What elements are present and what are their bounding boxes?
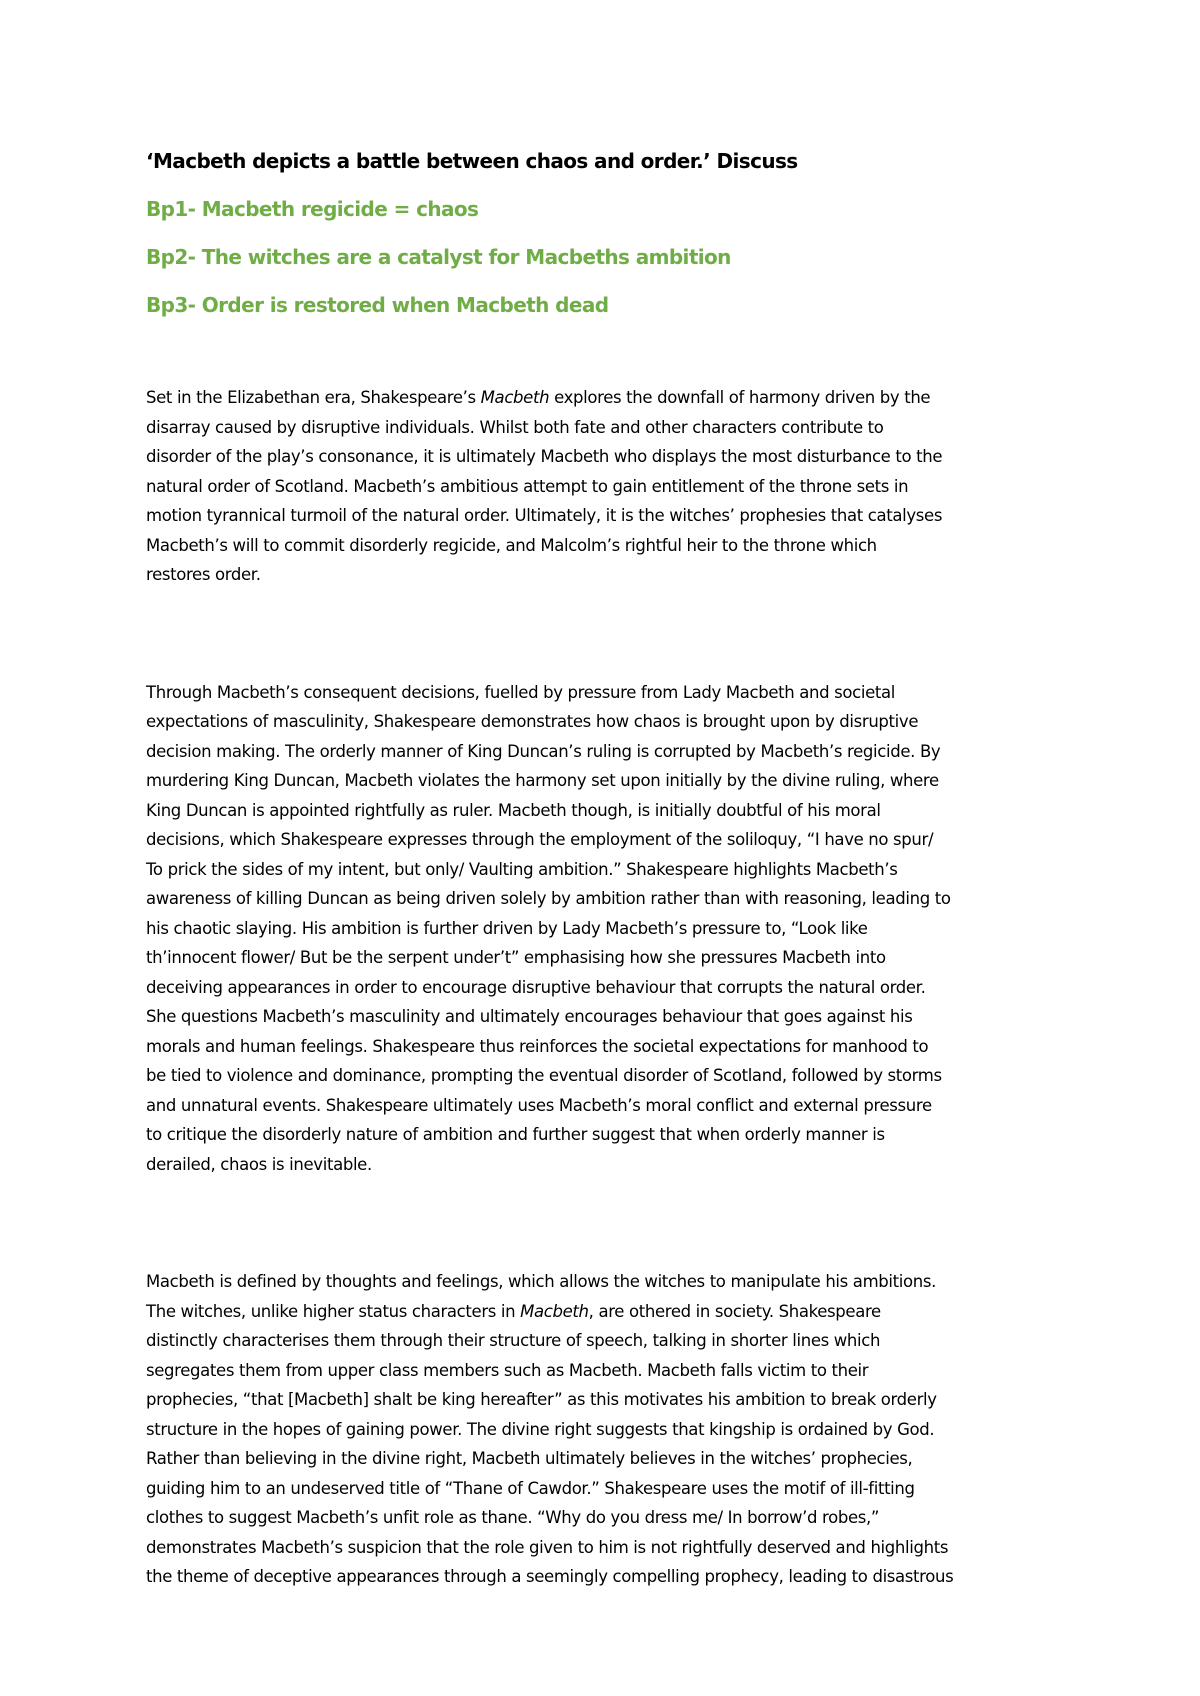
text-line — [146, 442, 1068, 472]
text-run: Macbeth is defined by thoughts and feelings, which allows the witches to manipulate his ambitions. — [146, 1272, 936, 1291]
text-run: structure in the hopes of gaining power. The divine right suggests that kingship is ordained by God. — [146, 1419, 935, 1439]
text-line — [146, 943, 1068, 973]
text-line — [146, 1032, 1068, 1062]
text-run: Through Macbeth’s consequent decisions, fuelled by pressure from Lady Macbeth and societal — [146, 682, 896, 702]
text-run: King Duncan is appointed rightfully as ruler. Macbeth though, is initially doubtful of his moral — [146, 800, 881, 820]
text-run: his chaotic slaying. His ambition is further driven by Lady Macbeth’s pressure to, “Look like — [146, 918, 868, 938]
text-run: Set in the Elizabethan era, Shakespeare’s — [146, 388, 481, 407]
text-line — [146, 825, 1068, 855]
text-run: the theme of deceptive appearances through a seemingly compelling prophecy, leading to disastrous — [146, 1567, 954, 1586]
text-line — [146, 796, 1068, 826]
bullet-point-2: Bp2- The witches are a catalyst for Macbeths ambition — [146, 245, 731, 269]
text-run: motion tyrannical turmoil of the natural order. Ultimately, it is the witches’ prophesies that catalyses — [146, 506, 943, 525]
text-line — [146, 1474, 1068, 1504]
text-run: awareness of killing Duncan as being driven solely by ambition rather than with reasoning, leading to — [146, 889, 951, 908]
text-run: demonstrates Macbeth’s suspicion that the role given to him is not rightfully deserved and highlights — [146, 1537, 949, 1557]
text-line — [146, 531, 1068, 561]
text-line — [146, 914, 1068, 944]
text-run: clothes to suggest Macbeth’s unfit role as thane. “Why do you dress me/ In borrow’d robes,” — [146, 1508, 880, 1527]
italic-title-text: Macbeth — [520, 1301, 589, 1321]
text-run: , are othered in society. Shakespeare — [588, 1301, 881, 1321]
essay-body — [146, 383, 1068, 1592]
text-line — [146, 678, 1068, 708]
text-line — [146, 501, 1068, 531]
spacer — [146, 337, 1068, 383]
text-line — [146, 383, 1068, 413]
text-line — [146, 413, 1068, 443]
text-line — [146, 1415, 1068, 1445]
text-line — [146, 1091, 1068, 1121]
text-run: disarray caused by disruptive individuals. Whilst both fate and other characters contribute to — [146, 417, 884, 437]
text-run: prophecies, “that [Macbeth] shalt be king hereafter” as this motivates his ambition to break orderly — [146, 1390, 937, 1409]
text-line — [146, 1267, 1068, 1297]
text-run: to critique the disorderly nature of ambition and further suggest that when orderly manner is — [146, 1125, 885, 1144]
text-run: th’innocent flower/ But be the serpent under’t” emphasising how she pressures Macbeth into — [146, 948, 886, 967]
text-line — [146, 1002, 1068, 1032]
text-run: murdering King Duncan, Macbeth violates the harmony set upon initially by the divine ruling, where — [146, 771, 939, 790]
text-line — [146, 1150, 1068, 1180]
paragraph-1 — [146, 383, 1068, 590]
paragraph-2 — [146, 678, 1068, 1180]
italic-title-text: Macbeth — [480, 388, 550, 407]
paragraph-spacer — [146, 1179, 1068, 1267]
essay-title: ‘Macbeth depicts a battle between chaos and order.’ Discuss — [146, 149, 798, 173]
text-line — [146, 560, 1068, 590]
document-content — [146, 145, 1068, 1592]
text-run: deceiving appearances in order to encourage disruptive behaviour that corrupts the natural order. — [146, 977, 926, 997]
text-line — [146, 737, 1068, 767]
text-run: She questions Macbeth’s masculinity and ultimately encourages behaviour that goes against his — [146, 1007, 913, 1026]
text-line — [146, 1385, 1068, 1415]
text-run: explores the downfall of harmony driven by the — [549, 388, 931, 407]
text-line — [146, 973, 1068, 1003]
text-run: distinctly characterises them through their structure of speech, talking in shorter lines which — [146, 1331, 881, 1350]
paragraph-spacer — [146, 590, 1068, 678]
text-line — [146, 884, 1068, 914]
bullet-point-3: Bp3- Order is restored when Macbeth dead — [146, 293, 609, 317]
text-run: restores order. — [146, 565, 261, 584]
text-run: morals and human feelings. Shakespeare thus reinforces the societal expectations for manhood to — [146, 1036, 929, 1056]
text-run: decision making. The orderly manner of King Duncan’s ruling is corrupted by Macbeth’s regicide. By — [146, 741, 941, 761]
text-run: segregates them from upper class members such as Macbeth. Macbeth falls victim to their — [146, 1360, 869, 1380]
text-run: be tied to violence and dominance, prompting the eventual disorder of Scotland, followed by storms — [146, 1066, 942, 1085]
text-run: decisions, which Shakespeare expresses through the employment of the soliloquy, “I have no spur/ — [146, 830, 934, 849]
text-line — [146, 1562, 1068, 1592]
text-run: To prick the sides of my intent, but only/ Vaulting ambition.” Shakespeare highlights Macbeth’s — [146, 859, 898, 879]
text-line — [146, 1297, 1068, 1327]
text-run: derailed, chaos is inevitable. — [146, 1154, 372, 1174]
text-line — [146, 1061, 1068, 1091]
text-run: expectations of masculinity, Shakespeare demonstrates how chaos is brought upon by disruptive — [146, 712, 919, 731]
text-line — [146, 855, 1068, 885]
bullet-point-list — [146, 193, 1068, 321]
text-run: The witches, unlike higher status characters in — [146, 1301, 521, 1321]
text-run: natural order of Scotland. Macbeth’s ambitious attempt to gain entitlement of the throne sets in — [146, 476, 909, 496]
text-run: Macbeth’s will to commit disorderly regicide, and Malcolm’s rightful heir to the throne which — [146, 535, 877, 555]
text-line — [146, 1533, 1068, 1563]
text-line — [146, 1444, 1068, 1474]
text-line — [146, 472, 1068, 502]
text-run: and unnatural events. Shakespeare ultimately uses Macbeth’s moral conflict and external pressure — [146, 1095, 932, 1115]
paragraph-3 — [146, 1267, 1068, 1592]
text-line — [146, 707, 1068, 737]
text-run: disorder of the play’s consonance, it is ultimately Macbeth who displays the most disturbance to the — [146, 447, 943, 466]
text-run: guiding him to an undeserved title of “Thane of Cawdor.” Shakespeare uses the motif of ill-fitting — [146, 1478, 915, 1498]
bullet-point-1: Bp1- Macbeth regicide = chaos — [146, 197, 479, 221]
text-line — [146, 1120, 1068, 1150]
text-line — [146, 766, 1068, 796]
text-line — [146, 1326, 1068, 1356]
text-line — [146, 1503, 1068, 1533]
text-line — [146, 1356, 1068, 1386]
text-run: Rather than believing in the divine right, Macbeth ultimately believes in the witches’ prophecies, — [146, 1449, 913, 1468]
